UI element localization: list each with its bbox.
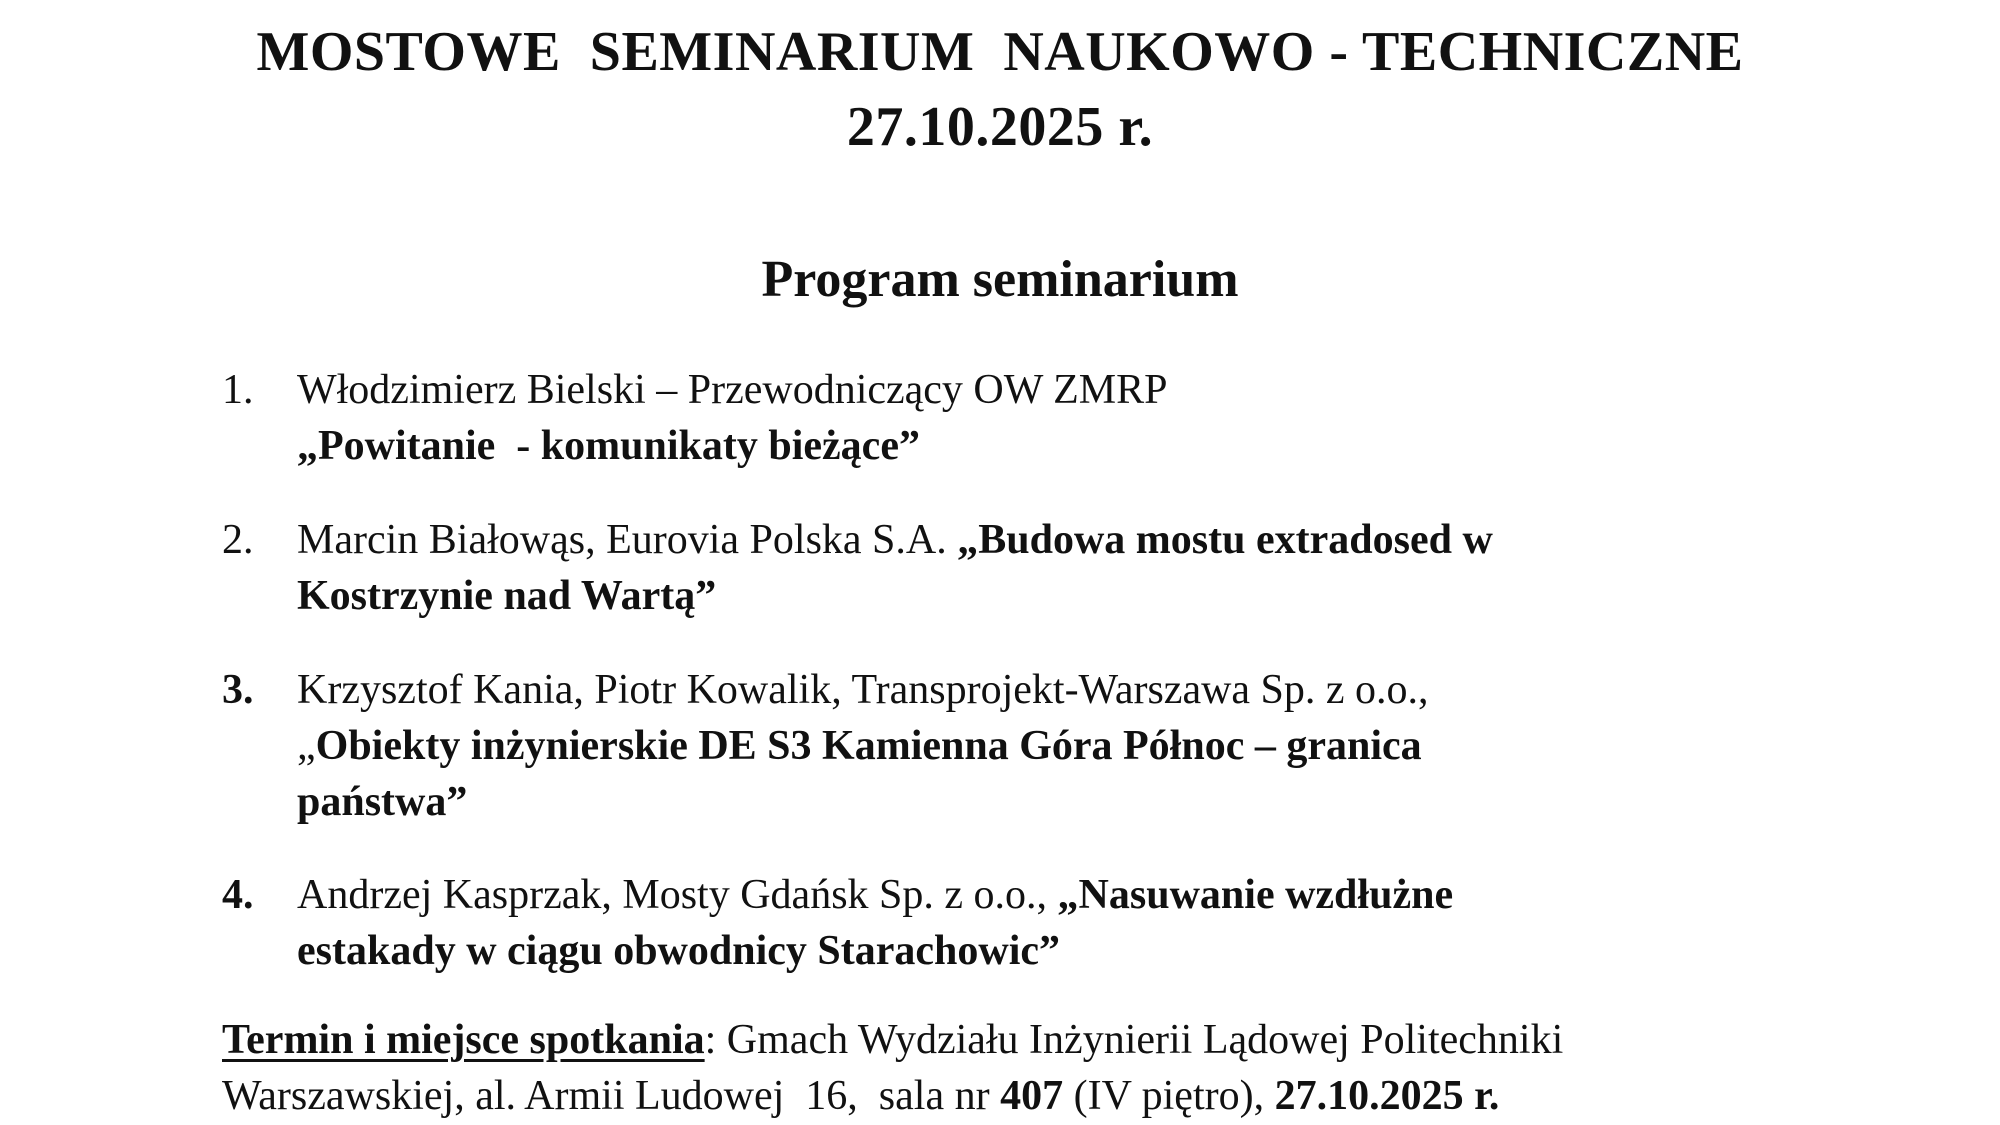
item-talk-title: „Nasuwanie wzdłużne (1057, 872, 1454, 918)
item-text (297, 867, 1777, 979)
program-item (222, 362, 1782, 474)
venue-line-2 (222, 1068, 1922, 1124)
item-talk-title: „Powitanie - komunikaty bieżące” (297, 423, 920, 469)
item-speaker: Marcin Białowąs, Eurovia Polska S.A. (297, 517, 958, 563)
item-talk-title-continued: Kostrzynie nad Wartą” (297, 573, 717, 619)
item-text (297, 362, 1777, 474)
item-speaker: Andrzej Kasprzak, Mosty Gdańsk Sp. z o.o., (297, 872, 1058, 918)
item-speaker: Włodzimierz Bielski – Przewodniczący OW ZMRP (297, 367, 1168, 413)
venue-text: Gmach Wydziału Inżynierii Lądowej Politechniki (716, 1017, 1564, 1063)
program-item (222, 512, 1782, 624)
item-number: 4. (222, 872, 254, 918)
venue-label: Termin i miejsce spotkania (222, 1017, 705, 1063)
program-item (222, 867, 1782, 979)
item-line (297, 512, 1777, 568)
item-talk-title: „Budowa mostu extradosed w (957, 517, 1493, 563)
program-heading: Program seminarium (761, 251, 1239, 308)
venue-date: 27.10.2025 r. (1274, 1073, 1500, 1119)
item-title-open-quote: „ (297, 723, 316, 769)
item-talk-title: Obiekty inżynierskie DE S3 Kamienna Góra Północ – granica (315, 723, 1422, 769)
item-number: 2. (222, 517, 254, 563)
item-line (297, 867, 1777, 923)
item-line (297, 718, 1777, 774)
item-talk-title-continued: państwa” (297, 779, 468, 825)
item-text (297, 662, 1777, 830)
venue-line-1 (222, 1012, 1922, 1068)
venue-address: Warszawskiej, al. Armii Ludowej 16, sala nr (222, 1073, 1001, 1119)
venue-info (222, 1012, 1922, 1124)
seminar-title: MOSTOWE SEMINARIUM NAUKOWO - TECHNICZNE (256, 21, 1744, 83)
venue-floor: (IV piętro), (1063, 1073, 1275, 1119)
venue-colon: : (704, 1017, 717, 1063)
item-number: 1. (222, 367, 254, 413)
seminar-date: 27.10.2025 r. (846, 96, 1154, 158)
program-item (222, 662, 1782, 830)
venue-room: 407 (1000, 1073, 1064, 1119)
item-speaker: Krzysztof Kania, Piotr Kowalik, Transprojekt-Warszawa Sp. z o.o., (297, 667, 1429, 713)
item-talk-title-continued: estakady w ciągu obwodnicy Starachowic” (297, 928, 1061, 974)
item-text (297, 512, 1777, 624)
item-number: 3. (222, 667, 254, 713)
